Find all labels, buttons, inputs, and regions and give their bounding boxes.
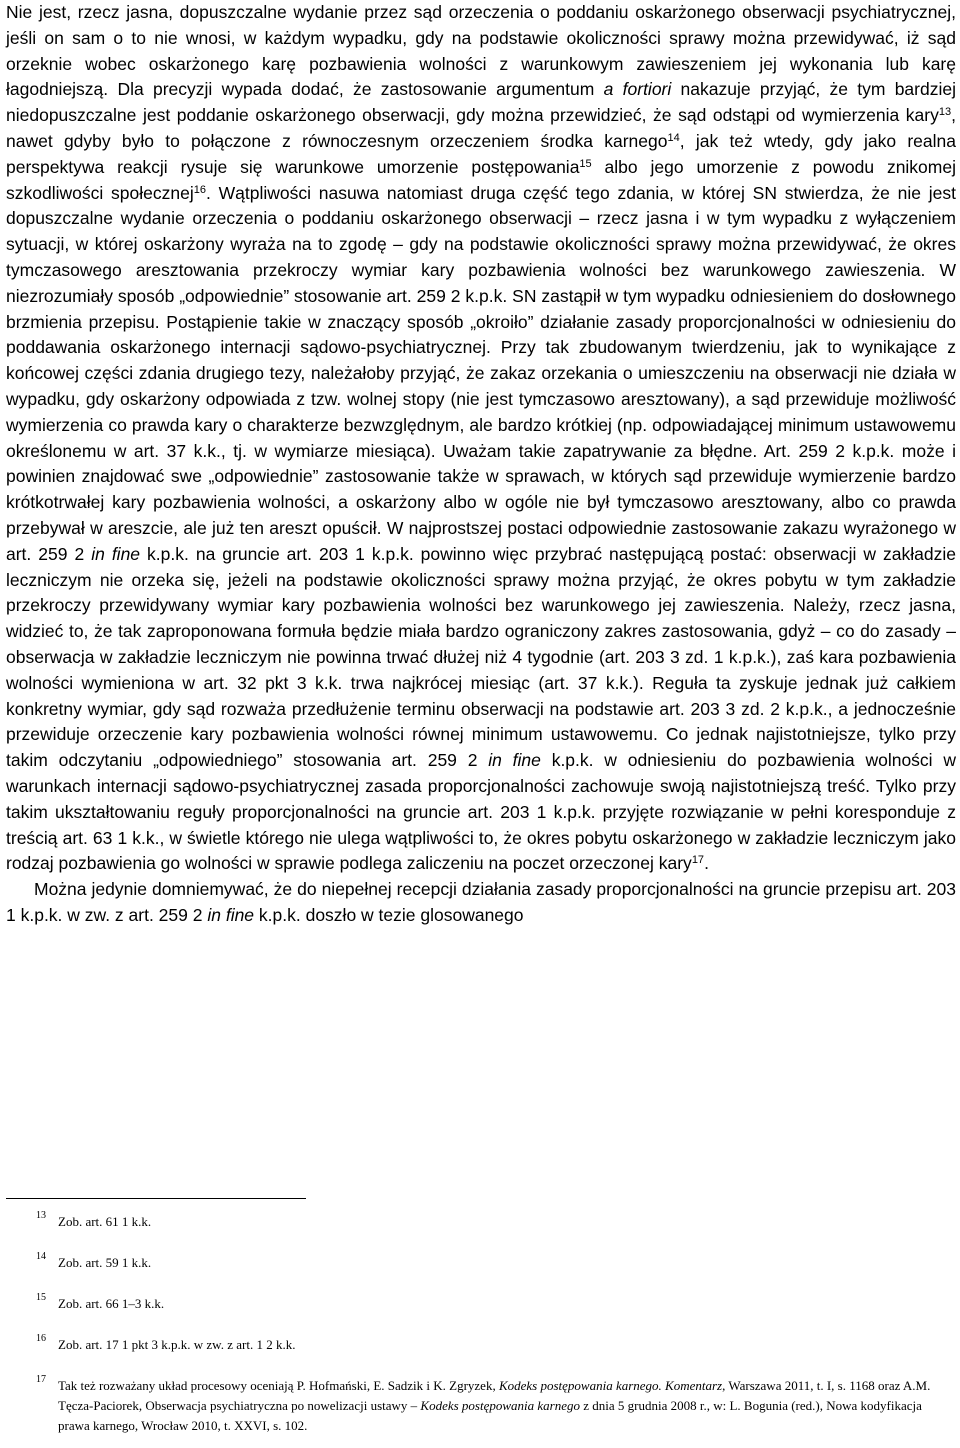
footnote-text: Tak też rozważany układ procesowy oceniają P. Hofmański, E. Sadzik i K. Zgryzek, Kodeks postępowania karnego. Komentarz, Warszawa 2011, t. I, s. 1168 oraz A.M. Tęcza-Paciorek, Obserwacja psychiatryczna po nowelizacji ustawy – Kodeks postępowania karnego z dnia 5 grudnia 2008 r., w: L. Bogunia (red.), Nowa kodyfikacja prawa karnego, Wrocław 2010, t. XXVI, s. 102. bbox=[58, 1378, 931, 1433]
footnote-ref-17[interactable]: 17 bbox=[691, 854, 705, 867]
footnote-number: 17 bbox=[36, 1374, 46, 1385]
footnote-16 bbox=[6, 1335, 956, 1355]
footnote-ref-14[interactable]: 14 bbox=[667, 131, 680, 144]
footnote-text: Zob. art. 66 1–3 k.k. bbox=[58, 1296, 165, 1311]
footnote-ref-13[interactable]: 13 bbox=[938, 106, 952, 119]
footnote-text: Zob. art. 17 1 pkt 3 k.p.k. w zw. z art. 1 2 k.k. bbox=[58, 1337, 296, 1352]
footnote-number: 14 bbox=[36, 1251, 46, 1262]
main-text bbox=[6, 0, 956, 929]
paragraph-2: Można jedynie domniemywać, że do niepełnej recepcji działania zasady proporcjonalności na gruncie przepisu art. 203 1 k.p.k. w zw. z art. 259 2 in fine k.p.k. doszło w tezie glosowanego bbox=[6, 879, 956, 925]
document-page bbox=[6, 0, 956, 929]
footnote-separator bbox=[6, 1198, 306, 1199]
footnote-14 bbox=[6, 1253, 956, 1273]
footnotes bbox=[6, 1212, 956, 1436]
footnote-text: Zob. art. 59 1 k.k. bbox=[58, 1255, 152, 1270]
footnote-text: Zob. art. 61 1 k.k. bbox=[58, 1214, 152, 1229]
footnote-ref-16[interactable]: 16 bbox=[193, 183, 206, 196]
footnote-13 bbox=[6, 1212, 956, 1232]
paragraph-1: Nie jest, rzecz jasna, dopuszczalne wydanie przez sąd orzeczenia o poddaniu oskarżonego obserwacji psychiatrycznej, jeśli on sam o to nie wnosi, w każdym wypadku, gdy na podstawie okoliczności sprawy można przewidywać, iż sąd orzeknie wobec oskarżonego karę pozbawienia wolności z warunkowym zawieszeniem jej wykonania lub karę łagodniejszą. Dla precyzji wypada dodać, że zastosowanie argumentum a fortiori nakazuje przyjąć, że tym bardziej niedopuszczalne jest poddanie oskarżonego obserwacji, gdy można przewidzieć, że sąd odstąpi od wymierzenia kary$^{13}$, nawet gdyby było to połączone z równoczesnym orzeczeniem środka karnego$^{14}$, jak też wtedy, gdy jako realna perspektywa reakcji rysuje się warunkowe umorzenie postępowania$^{15}$ albo jego umorzenie z powodu znikomej szkodliwości społecznej$^{16}$. Wątpliwości nasuwa natomiast druga część tego zdania, w której SN stwierdza, że nie jest dopuszczalne wydanie orzeczenia o poddaniu oskarżonego obserwacji – rzecz jasna i w tym wypadku z wyłączeniem sytuacji, w której oskarżony wyraża na to zgodę – gdy na podstawie okoliczności sprawy można przewidywać, że okres tymczasowego aresztowania przekroczy wymiar kary pozbawienia wolności bez warunkowego zawieszenia. W niezrozumiały sposób „odpowiednie” stosowanie art. 259 2 k.p.k. SN zastąpił w tym wypadku odniesieniem do dosłownego brzmienia przepisu. Postąpienie takie w znaczący sposób „okroiło” działanie zasady proporcjonalności w odniesieniu do poddawania oskarżonego internacji sądowo-psychiatrycznej. Przy tak zbudowanym twierdzeniu, jak to wynikające z końcowej części zdania drugiego tezy, należałoby przyjąć, że zakaz orzekania o umieszczeniu na obserwacji nie działa w wypadku, gdy oskarżony odpowiada z tzw. wolnej stopy (nie jest tymczasowo aresztowany), a sąd przewiduje możliwość wymierzenia co prawda kary o charakterze bezwzględnym, ale bardzo krótkiej (np. odpowiadającej minimum ustawowemu określonemu w art. 37 k.k., tj. w wymiarze miesiąca). Uważam takie zapatrywanie za błędne. Art. 259 2 k.p.k. może i powinien znajdować swe „odpowiednie” zastosowanie także w sprawach, w których sąd przewiduje wymierzenie bardzo krótkotrwałej kary pozbawienia wolności, a oskarżony albo w ogóle nie był tymczasowo aresztowany, albo co prawda przebywał w areszcie, ale już ten areszt opuścił. W najprostszej postaci odpowiednie zastosowanie zakazu wyrażonego w art. 259 2 in fine k.p.k. na gruncie art. 203 1 k.p.k. powinno więc przybrać następującą postać: obserwacji w zakładzie leczniczym nie orzeka się, jeżeli na podstawie okoliczności sprawy można przyjąć, że okres pobytu w tym zakładzie przekroczy przewidywany wymiar kary pozbawienia wolności bez warunkowego jej zawieszenia. Należy, rzecz jasna, widzieć to, że tak zaproponowana formuła będzie miała bardzo ograniczony zakres zastosowania, gdyż – co do zasady – obserwacja w zakładzie leczniczym nie powinna trwać dłużej niż 4 tygodnie (art. 203 3 zd. 1 k.p.k.), zaś kara pozbawienia wolności wymieniona w art. 32 pkt 3 k.k. trwa najkrócej miesiąc (art. 37 k.k.). Reguła ta zyskuje jednak już całkiem konkretny wymiar, gdy sąd rozważa przedłużenie terminu obserwacji na podstawie art. 203 3 zd. 2 k.p.k., a jednocześnie przewiduje orzeczenie kary pozbawienia wolności równej minimum ustawowemu. Co jednak najistotniejsze, tylko przy takim odczytaniu „odpowiedniego” stosowania art. 259 2 in fine k.p.k. w odniesieniu do pozbawienia wolności w warunkach internacji sądowo-psychiatrycznej zasada proporcjonalności zachowuje swoją najistotniejszą treść. Tylko przy takim ukształtowaniu reguły proporcjonalności na gruncie art. 203 1 k.p.k. przyjęte rozwiązanie w pełni koresponduje z treścią art. 63 1 k.k., w świetle którego nie ulega wątpliwości to, że okres pobytu oskarżonego w zakładzie leczniczym jako rodzaj pozbawienia go wolności w sprawie podlega zaliczeniu na poczet orzeczonej kary$^{17}$. bbox=[6, 2, 957, 874]
footnote-17 bbox=[6, 1376, 956, 1436]
footnote-number: 16 bbox=[36, 1333, 46, 1344]
footnote-number: 13 bbox=[36, 1210, 46, 1221]
footnote-15 bbox=[6, 1294, 956, 1314]
footnote-ref-15[interactable]: 15 bbox=[579, 157, 592, 170]
footnote-number: 15 bbox=[36, 1292, 46, 1303]
